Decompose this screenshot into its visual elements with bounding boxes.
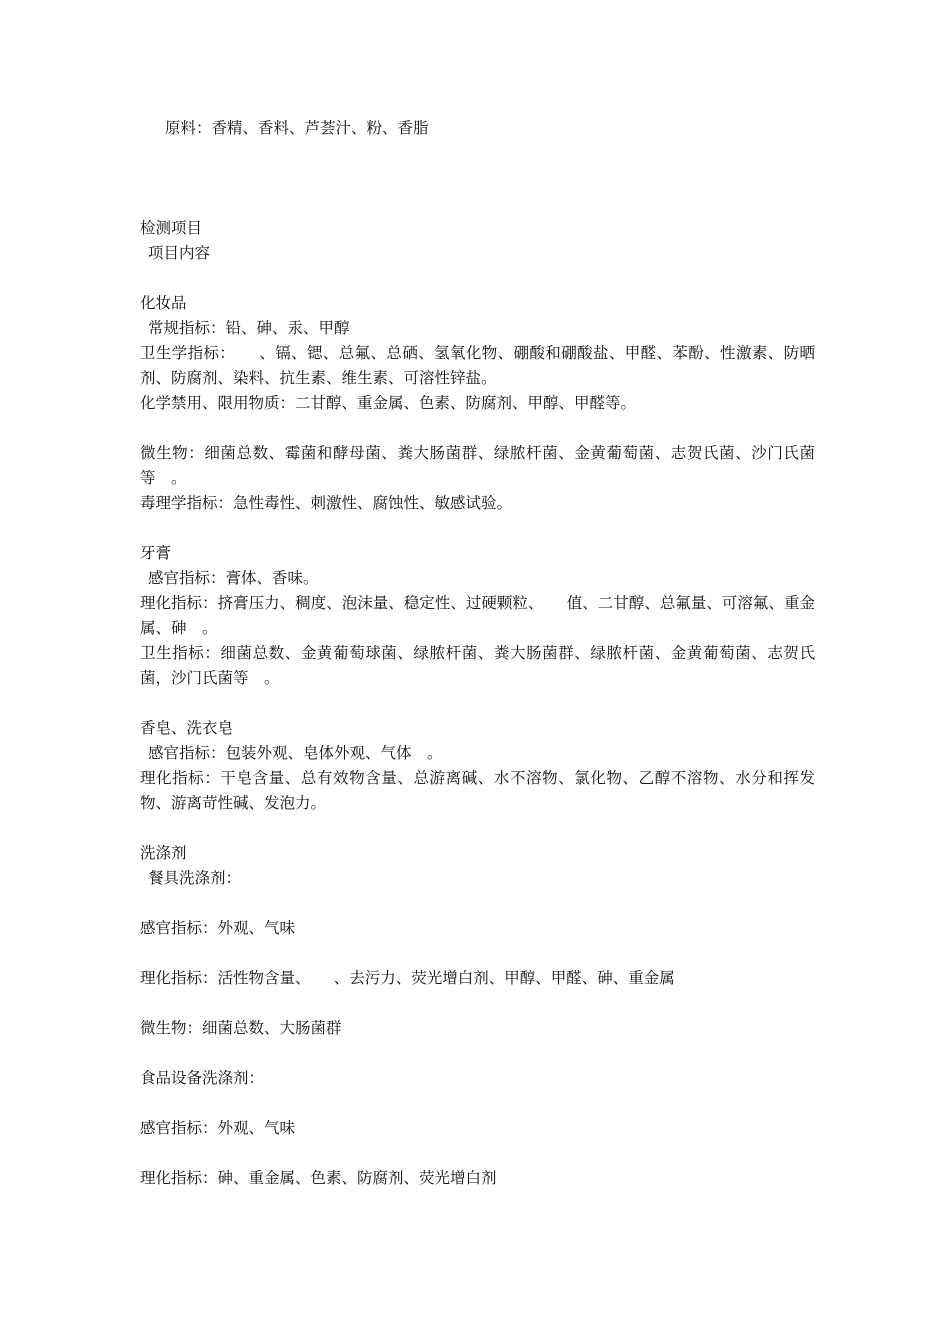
cosmetics-micro: 微生物：细菌总数、霉菌和酵母菌、粪大肠菌群、绿脓杆菌、金黄葡萄菌、志贺氏菌、沙门氏菌等 。 — [140, 444, 815, 487]
food-equipment-sensory: 感官指标：外观、气味 — [140, 1119, 296, 1137]
tableware-heading: 餐具洗涤剂： — [148, 869, 242, 887]
cosmetics-hygiene: 卫生学指标： 、镉、锶、总氟、总硒、氢氧化物、硼酸和硼酸盐、甲醛、苯酚、性激素、防晒剂、防腐剂、染料、抗生素、维生素、可溶性锌盐。 — [140, 344, 815, 387]
soap-title: 香皂、洗衣皂 — [140, 719, 234, 737]
detergent-title: 洗涤剂 — [140, 844, 187, 862]
toothpaste-hygiene: 卫生指标：细菌总数、金黄葡萄球菌、绿脓杆菌、粪大肠菌群、绿脓杆菌、金黄葡萄菌、志贺氏菌，沙门氏菌等 。 — [140, 644, 815, 687]
food-equipment-heading: 食品设备洗涤剂： — [140, 1069, 265, 1087]
cosmetics-banned: 化学禁用、限用物质：二甘醇、重金属、色素、防腐剂、甲醇、甲醛等。 — [140, 394, 637, 412]
tableware-physchem: 理化指标：活性物含量、 、去污力、荧光增白剂、甲醇、甲醛、砷、重金属 — [140, 969, 675, 987]
cosmetics-title: 化妆品 — [140, 294, 187, 312]
table-header-col2: 项目内容 — [148, 244, 211, 262]
tableware-micro: 微生物：细菌总数、大肠菌群 — [140, 1019, 342, 1037]
soap-physchem: 理化指标：干皂含量、总有效物含量、总游离碱、水不溶物、氯化物、乙醇不溶物、水分和挥发物、游离苛性碱、发泡力。 — [140, 769, 815, 812]
cosmetics-toxicology: 毒理学指标：急性毒性、刺激性、腐蚀性、敏感试验。 — [140, 494, 513, 512]
toothpaste-sensory: 感官指标：膏体、香味。 — [148, 569, 319, 587]
raw-materials-line: 原料：香精、香料、芦荟汁、粉、香脂 — [165, 119, 429, 137]
tableware-sensory: 感官指标：外观、气味 — [140, 919, 296, 937]
toothpaste-physchem: 理化指标：挤膏压力、稠度、泡沫量、稳定性、过硬颗粒、 值、二甘醇、总氟量、可溶氟、重金属、砷 。 — [140, 594, 815, 637]
soap-sensory: 感官指标：包装外观、皂体外观、气体 。 — [148, 744, 443, 762]
cosmetics-routine: 常规指标：铅、砷、汞、甲醇 — [148, 319, 350, 337]
table-header-col1: 检测项目 — [140, 219, 203, 237]
food-equipment-physchem: 理化指标：砷、重金属、色素、防腐剂、荧光增白剂 — [140, 1169, 497, 1187]
toothpaste-title: 牙膏 — [140, 544, 172, 562]
